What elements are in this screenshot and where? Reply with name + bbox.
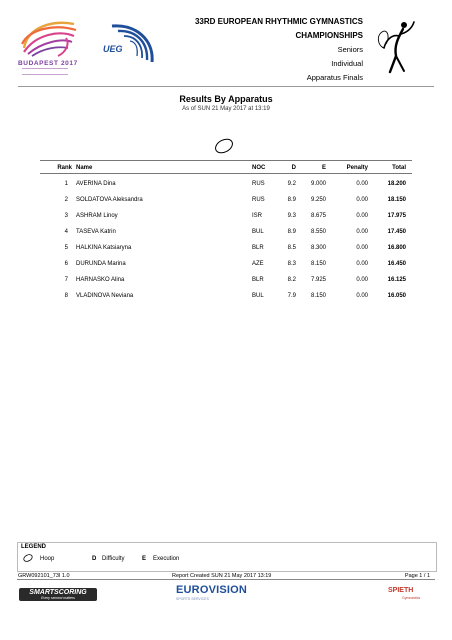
penalty-cell: 0.00	[356, 293, 368, 299]
difficulty-cell: 7.9	[287, 293, 296, 299]
execution-cell: 9.000	[310, 181, 326, 187]
legend-hoop-label: Hoop	[40, 556, 55, 562]
athlete-name-cell: AVERINA Dina	[76, 181, 116, 187]
difficulty-cell: 9.3	[287, 213, 296, 219]
event-type-label: Individual	[331, 59, 363, 68]
ueg-logo-text: UEG	[103, 44, 123, 54]
execution-cell: 7.925	[310, 277, 326, 283]
category-label: Seniors	[337, 45, 363, 54]
noc-cell: BLR	[252, 245, 264, 251]
execution-cell: 8.675	[310, 213, 326, 219]
hoop-icon	[212, 136, 236, 156]
smartscoring-logo	[19, 588, 97, 601]
event-title-line-2: CHAMPIONSHIPS	[295, 31, 363, 40]
rank-cell: 6	[64, 261, 68, 267]
results-timestamp: As of SUN 21 May 2017 at 13:19	[182, 106, 270, 112]
legend-d-label: Difficulty	[102, 556, 125, 562]
rank-cell: 2	[64, 197, 68, 203]
eurovision-logo: EUROVISION	[176, 584, 248, 596]
table-row	[40, 226, 412, 242]
spieth-logo: SPIETH	[388, 587, 414, 594]
budapest-logo-subtext	[22, 68, 68, 75]
legend-box	[17, 542, 437, 572]
athlete-name-cell: HALKINA Katsiaryna	[76, 245, 132, 251]
athlete-name-cell: DURUNDA Marina	[76, 261, 126, 267]
col-header-total: Total	[392, 165, 406, 171]
rank-cell: 4	[64, 229, 68, 235]
total-cell: 16.800	[387, 245, 406, 251]
event-header	[163, 15, 363, 85]
smartscoring-tagline: Every second matters	[41, 596, 75, 600]
difficulty-cell: 9.2	[287, 181, 296, 187]
execution-cell: 8.550	[310, 229, 326, 235]
difficulty-cell: 8.2	[287, 277, 296, 283]
legend-hoop-icon	[22, 553, 34, 565]
rank-cell: 7	[64, 277, 68, 283]
report-code: GRW092101_73I 1.0	[18, 573, 70, 579]
table-row	[40, 290, 412, 306]
athlete-name-cell: VLADINOVA Neviana	[76, 293, 134, 299]
table-row	[40, 210, 412, 226]
ueg-logo	[96, 18, 160, 74]
rank-cell: 5	[64, 245, 68, 251]
rank-cell: 3	[64, 213, 68, 219]
total-cell: 16.050	[387, 293, 406, 299]
difficulty-cell: 8.9	[287, 229, 296, 235]
col-header-d: D	[291, 165, 296, 171]
report-created: Report Created SUN 21 May 2017 13:19	[172, 573, 272, 579]
athlete-name-cell: HARNASKO Alina	[76, 277, 125, 283]
noc-cell: BLR	[252, 277, 264, 283]
table-header-row	[40, 160, 412, 174]
total-cell: 16.450	[387, 261, 406, 267]
table-row	[40, 194, 412, 210]
legend-d-key: D	[92, 556, 97, 562]
legend-e-label: Execution	[153, 556, 180, 562]
difficulty-cell: 8.9	[287, 197, 296, 203]
col-header-penalty: Penalty	[346, 165, 368, 171]
eurovision-tagline: SPORTS SERVICES	[176, 597, 209, 601]
table-row	[40, 242, 412, 258]
athlete-name-cell: ASHRAM Linoy	[76, 213, 118, 219]
noc-cell: RUS	[252, 181, 265, 187]
rhythmic-gymnast-pictogram-icon	[374, 16, 418, 76]
table-row	[40, 258, 412, 274]
penalty-cell: 0.00	[356, 197, 368, 203]
results-title: Results By Apparatus	[179, 94, 273, 104]
difficulty-cell: 8.3	[287, 261, 296, 267]
spieth-tagline: Gymnastics	[402, 596, 421, 600]
difficulty-cell: 8.5	[287, 245, 296, 251]
penalty-cell: 0.00	[356, 245, 368, 251]
penalty-cell: 0.00	[356, 213, 368, 219]
table-row	[40, 178, 412, 194]
penalty-cell: 0.00	[356, 261, 368, 267]
legend-title: LEGEND	[21, 544, 47, 550]
total-cell: 17.450	[387, 229, 406, 235]
noc-cell: BUL	[252, 229, 264, 235]
footer-divider	[17, 579, 435, 580]
col-header-e: E	[321, 165, 326, 171]
budapest-2017-logo	[14, 14, 86, 76]
execution-cell: 9.250	[310, 197, 326, 203]
athlete-name-cell: TASEVA Katrin	[76, 229, 116, 235]
event-title-line-1: 33RD EUROPEAN RHYTHMIC GYMNASTICS	[194, 17, 363, 26]
header-divider	[18, 86, 434, 87]
total-cell: 16.125	[387, 277, 406, 283]
smartscoring-logo-text: SMARTSCORING	[29, 589, 87, 596]
table-row	[40, 274, 412, 290]
budapest-logo-text: BUDAPEST 2017	[18, 60, 78, 67]
col-header-name: Name	[76, 165, 93, 171]
noc-cell: BUL	[252, 293, 264, 299]
noc-cell: ISR	[252, 213, 263, 219]
penalty-cell: 0.00	[356, 277, 368, 283]
athlete-name-cell: SOLDATOVA Aleksandra	[76, 197, 143, 203]
total-cell: 17.975	[387, 213, 406, 219]
execution-cell: 8.150	[310, 261, 326, 267]
execution-cell: 8.150	[310, 293, 326, 299]
col-header-noc: NOC	[252, 165, 266, 171]
total-cell: 18.200	[387, 181, 406, 187]
penalty-cell: 0.00	[356, 229, 368, 235]
penalty-cell: 0.00	[356, 181, 368, 187]
execution-cell: 8.300	[310, 245, 326, 251]
noc-cell: AZE	[252, 261, 264, 267]
legend-e-key: E	[142, 556, 147, 562]
rank-cell: 1	[64, 181, 68, 187]
total-cell: 18.150	[387, 197, 406, 203]
noc-cell: RUS	[252, 197, 265, 203]
phase-label: Apparatus Finals	[306, 73, 363, 82]
col-header-rank: Rank	[57, 165, 72, 171]
rank-cell: 8	[64, 293, 68, 299]
page-number: Page 1 / 1	[404, 573, 430, 579]
